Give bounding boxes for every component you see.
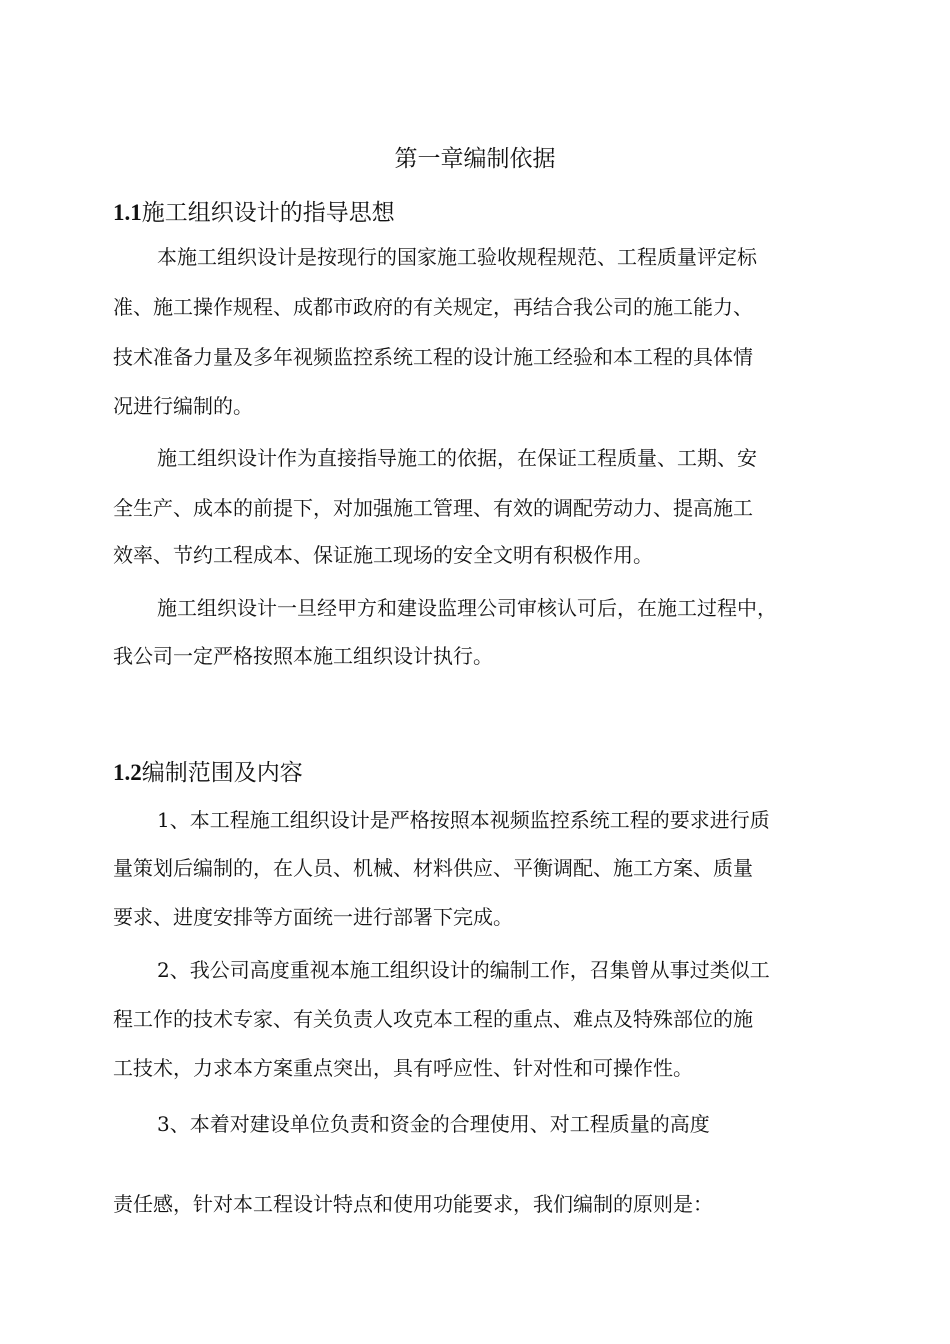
paragraph-line: 全生产、成本的前提下，对加强施工管理、有效的调配劳动力、提高施工 [113, 496, 753, 520]
paragraph-line: 技术准备力量及多年视频监控系统工程的设计施工经验和本工程的具体情 [113, 345, 753, 369]
paragraph-line: 我公司一定严格按照本施工组织设计执行。 [113, 644, 493, 668]
paragraph-line: 施工组织设计作为直接指导施工的依据，在保证工程质量、工期、安 [157, 446, 757, 470]
paragraph-line: 效率、节约工程成本、保证施工现场的安全文明有积极作用。 [113, 543, 653, 567]
paragraph-line: 工技术，力求本方案重点突出，具有呼应性、针对性和可操作性。 [113, 1056, 693, 1080]
paragraph-line: 程工作的技术专家、有关负责人攻克本工程的重点、难点及特殊部位的施 [113, 1007, 753, 1031]
section-heading-1-1 [113, 197, 395, 229]
section-title: 编制范围及内容 [141, 760, 303, 786]
paragraph-line: 1、本工程施工组织设计是严格按照本视频监控系统工程的要求进行质 [157, 808, 770, 832]
paragraph-line: 3、本着对建设单位负责和资金的合理使用、对工程质量的高度 [157, 1112, 710, 1136]
paragraph-line: 要求、进度安排等方面统一进行部署下完成。 [113, 905, 513, 929]
section-number: 1.1 [113, 200, 142, 225]
paragraph-line: 责任感，针对本工程设计特点和使用功能要求，我们编制的原则是： [113, 1192, 713, 1216]
paragraph-line: 2、我公司高度重视本施工组织设计的编制工作，召集曾从事过类似工 [157, 958, 770, 982]
section-number: 1.2 [113, 760, 142, 785]
paragraph-line: 准、施工操作规程、成都市政府的有关规定，再结合我公司的施工能力、 [113, 295, 753, 319]
paragraph-line: 况进行编制的。 [113, 394, 253, 418]
section-title: 施工组织设计的指导思想 [141, 200, 395, 226]
paragraph-line: 施工组织设计一旦经甲方和建设监理公司审核认可后，在施工过程中， [157, 596, 777, 620]
section-heading-1-2 [113, 757, 303, 789]
chapter-title: 第一章编制依据 [394, 146, 556, 172]
paragraph-line: 本施工组织设计是按现行的国家施工验收规程规范、工程质量评定标 [157, 245, 757, 269]
paragraph-line: 量策划后编制的，在人员、机械、材料供应、平衡调配、施工方案、质量 [113, 856, 753, 880]
